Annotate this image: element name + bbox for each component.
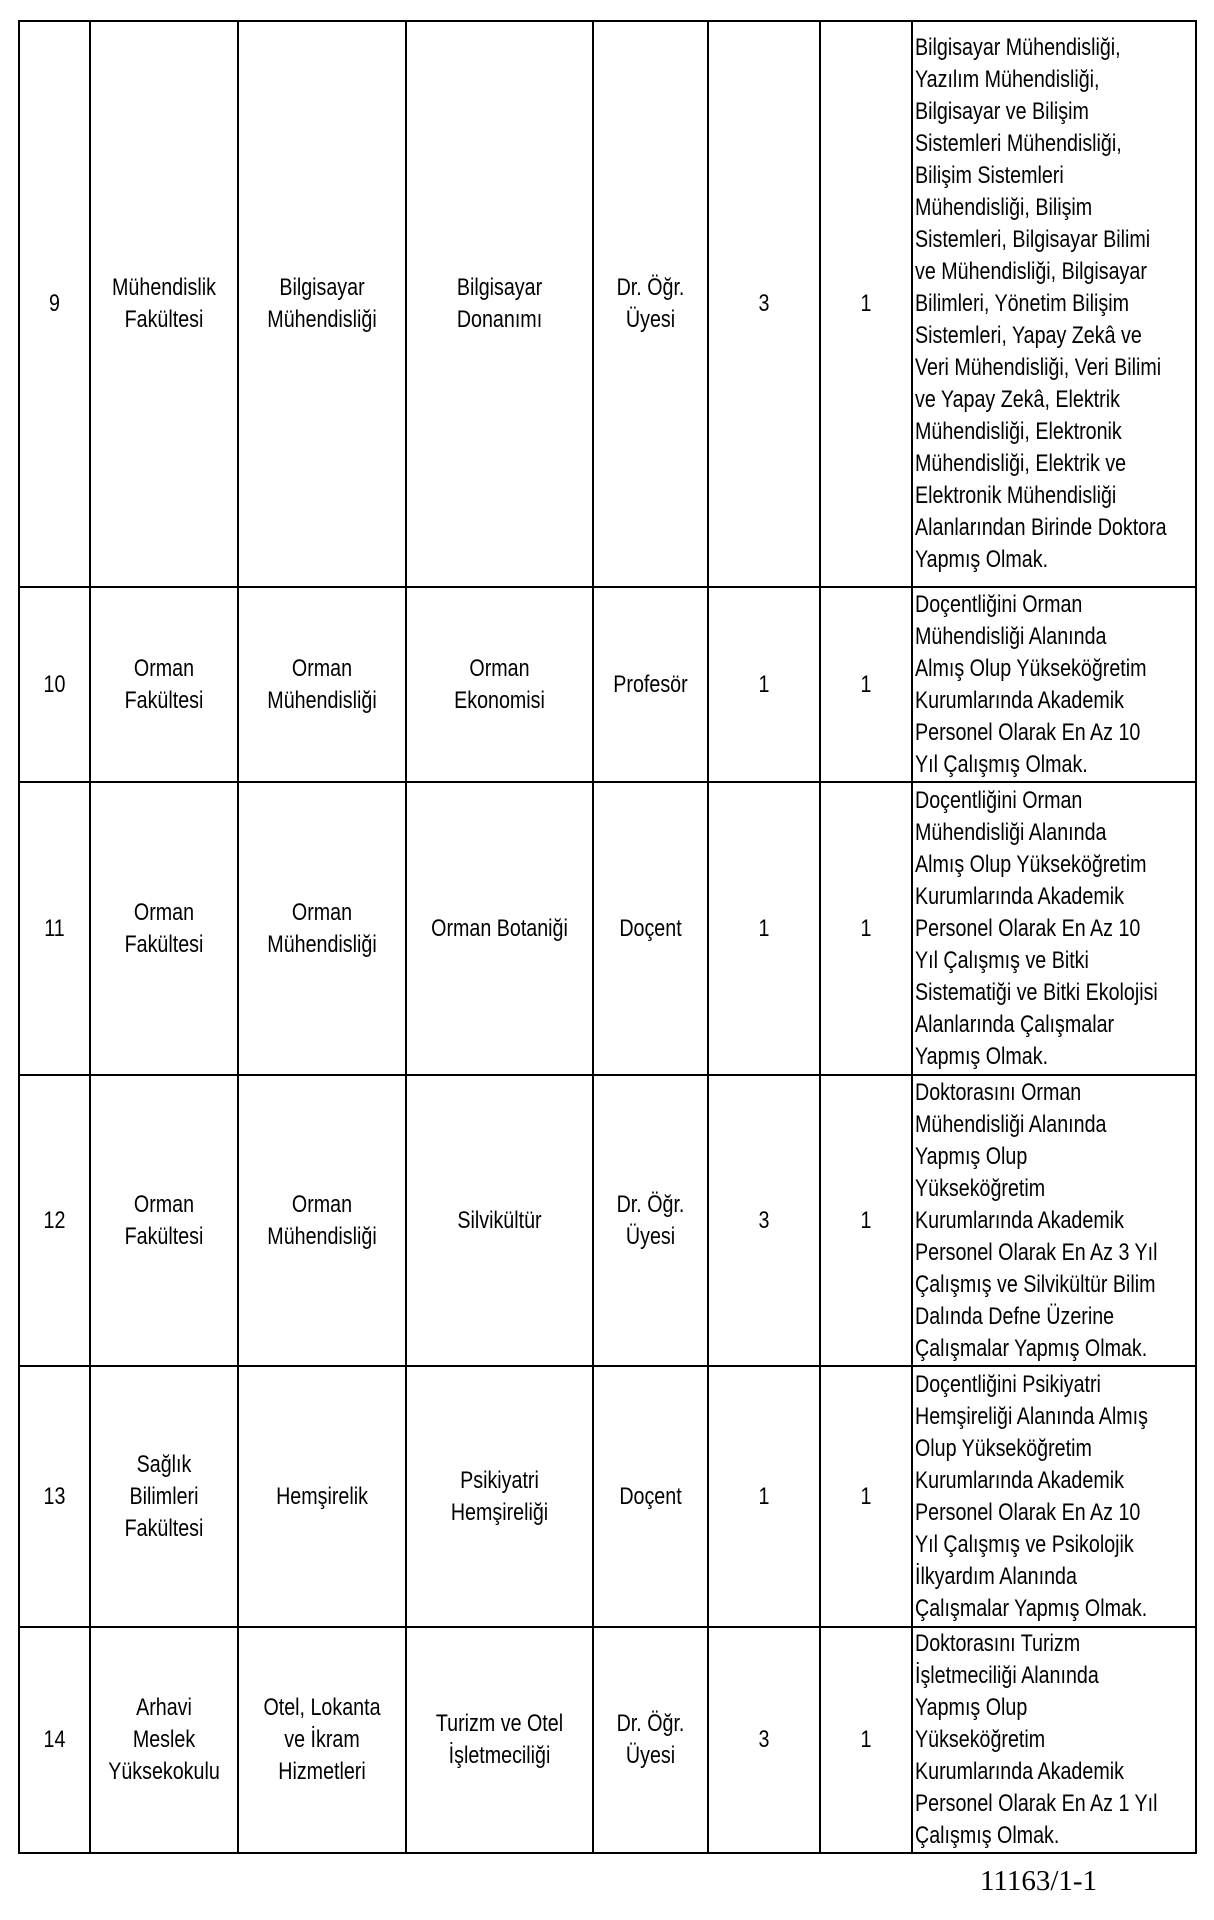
row-number-value: 11 [44,914,65,942]
department-cell-line: ve İkram [284,1726,360,1753]
field-cell-line: Ekonomisi [454,686,545,714]
table-row [19,21,1196,587]
field-cell-line: Silvikültür [457,1206,542,1234]
field-cell-line: Orman Botaniği [431,914,568,942]
requirement-cell-line: Sistemleri Mühendisliği, [915,130,1122,157]
count-cell-value: 1 [860,1726,872,1753]
requirement-cell-line: Bilgisayar Mühendisliği, [915,34,1121,61]
requirement-cell-line: Bilimleri, Yönetim Bilişim [915,290,1129,317]
row-number [19,1366,90,1627]
requirement-cell-line: Yükseköğretim [915,1174,1046,1202]
degree-cell [708,1627,820,1853]
department-cell-line: Mühendisliği [267,306,377,333]
department-cell [238,1075,406,1366]
table-row [19,782,1196,1075]
department-cell-line: Mühendisliği [267,686,377,714]
requirement-cell-line: Personel Olarak En Az 1 Yıl [915,1790,1158,1817]
degree-cell-value: 1 [758,670,770,698]
requirement-cell-line: Yıl Çalışmış ve Psikolojik [915,1530,1134,1558]
row-number-value: 12 [43,1206,66,1234]
title-cell [593,1366,708,1627]
faculty-cell-line: Fakültesi [124,1222,204,1250]
row-number-value: 13 [43,1482,66,1510]
field-cell [406,782,593,1075]
department-cell-line: Otel, Lokanta [263,1694,381,1721]
requirement-cell-line: Dalında Defne Üzerine [915,1302,1115,1330]
field-cell-line: Hemşireliği [450,1498,549,1526]
field-cell-line: İşletmeciliği [448,1742,551,1769]
degree-cell [708,1366,820,1627]
positions-table [18,20,1197,1854]
count-cell [820,782,912,1075]
table-row [19,1075,1196,1366]
requirement-cell-line: Doçentliğini Psikiyatri [915,1370,1101,1398]
requirement-cell-line: Mühendisliği, Bilişim [915,194,1093,221]
requirement-cell-line: Sistematiği ve Bitki Ekolojisi [915,978,1158,1006]
title-cell [593,1627,708,1853]
requirement-cell-line: Çalışmış Olmak. [915,1822,1060,1849]
field-cell [406,587,593,782]
department-cell [238,21,406,587]
requirement-cell-line: Sistemleri, Yapay Zekâ ve [915,322,1142,349]
faculty-cell-line: Fakültesi [124,686,204,714]
degree-cell-value: 3 [758,290,770,317]
table-row [19,1627,1196,1853]
department-cell [238,1627,406,1853]
faculty-cell-line: Arhavi [136,1694,192,1721]
field-cell-line: Bilgisayar [456,274,543,301]
faculty-cell [90,1627,238,1853]
row-number-value: 9 [49,290,60,317]
requirement-cell-line: Yapmış Olmak. [915,1042,1049,1070]
requirement-cell-line: Yazılım Mühendisliği, [915,66,1100,93]
degree-cell [708,782,820,1075]
requirement-cell-line: Mühendisliği, Elektrik ve [915,450,1127,477]
title-cell [593,782,708,1075]
requirement-cell-line: Veri Mühendisliği, Veri Bilimi [915,354,1162,381]
field-cell [406,1366,593,1627]
requirement-cell-line: Mühendisliği Alanında [915,818,1107,846]
department-cell-line: Bilgisayar [279,274,365,301]
count-cell [820,1075,912,1366]
requirement-cell-line: Doçentliğini Orman [915,786,1083,814]
requirement-cell [912,782,1196,1075]
count-cell-value: 1 [860,1482,872,1510]
title-cell-line: Doçent [619,1482,682,1510]
requirement-cell-line: ve Mühendisliği, Bilgisayar [915,258,1147,285]
field-cell-line: Psikiyatri [460,1466,539,1494]
faculty-cell-line: Fakültesi [124,930,204,958]
faculty-cell-line: Yüksekokulu [108,1758,220,1785]
requirement-cell-line: Yıl Çalışmış ve Bitki [915,946,1089,974]
requirement-cell-line: Personel Olarak En Az 10 [915,718,1141,746]
count-cell-value: 1 [860,670,872,698]
count-cell-value: 1 [860,914,872,942]
department-cell-line: Orman [291,1190,353,1218]
row-number [19,21,90,587]
count-cell [820,587,912,782]
requirement-cell-line: Bilgisayar ve Bilişim [915,98,1089,125]
faculty-cell-line: Orman [133,1190,195,1218]
requirement-cell-line: Alanlarından Birinde Doktora [915,514,1167,541]
requirement-cell-line: Yıl Çalışmış Olmak. [915,750,1088,778]
requirement-cell-line: Çalışmış ve Silvikültür Bilim [915,1270,1156,1298]
requirement-cell-line: Hemşireliği Alanında Almış [915,1402,1148,1430]
requirement-cell-line: Kurumlarında Akademik [915,1206,1124,1234]
degree-cell-value: 3 [758,1726,770,1753]
title-cell [593,1075,708,1366]
requirement-cell [912,1366,1196,1627]
requirement-cell-line: Personel Olarak En Az 10 [915,1498,1141,1526]
department-cell-line: Mühendisliği [267,1222,377,1250]
requirement-cell-line: Olup Yükseköğretim [915,1434,1092,1462]
row-number [19,1627,90,1853]
table-row [19,587,1196,782]
requirement-cell-line: Yapmış Olup [915,1694,1028,1721]
requirement-cell-line: Almış Olup Yükseköğretim [915,654,1147,682]
requirement-cell-line: Yükseköğretim [915,1726,1046,1753]
department-cell-line: Mühendisliği [267,930,377,958]
title-cell-line: Üyesi [625,1222,676,1250]
requirement-cell [912,21,1196,587]
faculty-cell-line: Mühendislik [112,274,216,301]
field-cell-line: Orman [469,654,530,682]
row-number [19,1075,90,1366]
requirement-cell-line: Kurumlarında Akademik [915,1466,1124,1494]
requirement-cell-line: Mühendisliği Alanında [915,622,1107,650]
requirement-cell-line: İlkyardım Alanında [915,1562,1077,1590]
title-cell-line: Doçent [619,914,682,942]
table-row [19,1366,1196,1627]
requirement-cell [912,1627,1196,1853]
requirement-cell-line: Personel Olarak En Az 10 [915,914,1141,942]
faculty-cell [90,782,238,1075]
requirement-cell-line: Sistemleri, Bilgisayar Bilimi [915,226,1151,253]
title-cell [593,587,708,782]
requirement-cell-line: Alanlarında Çalışmalar [915,1010,1115,1038]
requirement-cell-line: Doktorasını Turizm [915,1630,1081,1657]
department-cell [238,1366,406,1627]
faculty-cell-line: Sağlık [136,1450,192,1478]
requirement-cell-line: Elektronik Mühendisliği [915,482,1117,509]
requirement-cell-line: Kurumlarında Akademik [915,882,1124,910]
degree-cell [708,1075,820,1366]
count-cell [820,1366,912,1627]
title-cell-line: Üyesi [625,306,676,333]
field-cell [406,1627,593,1853]
count-cell [820,1627,912,1853]
requirement-cell-line: Yapmış Olup [915,1142,1028,1170]
requirement-cell-line: Kurumlarında Akademik [915,686,1124,714]
requirement-cell-line: ve Yapay Zekâ, Elektrik [915,386,1120,413]
requirement-cell-line: Personel Olarak En Az 3 Yıl [915,1238,1158,1266]
count-cell-value: 1 [860,290,872,317]
requirement-cell-line: Doktorasını Orman [915,1078,1082,1106]
row-number [19,782,90,1075]
requirement-cell [912,587,1196,782]
requirement-cell-line: Mühendisliği Alanında [915,1110,1107,1138]
faculty-cell-line: Bilimleri [129,1482,199,1510]
department-cell-line: Orman [291,898,353,926]
faculty-cell-line: Fakültesi [124,1514,204,1542]
requirement-cell-line: İşletmeciliği Alanında [915,1662,1099,1689]
title-cell-line: Dr. Öğr. [616,1710,685,1737]
department-cell [238,782,406,1075]
department-cell-line: Hemşirelik [276,1482,368,1510]
title-cell-line: Dr. Öğr. [616,274,685,301]
degree-cell [708,587,820,782]
row-number-value: 10 [43,670,66,698]
requirement-cell-line: Mühendisliği, Elektronik [915,418,1122,445]
faculty-cell-line: Meslek [132,1726,196,1753]
degree-cell-value: 3 [758,1206,770,1234]
row-number [19,587,90,782]
faculty-cell [90,21,238,587]
requirement-cell-line: Kurumlarında Akademik [915,1758,1124,1785]
faculty-cell [90,587,238,782]
title-cell-line: Profesör [613,670,688,698]
requirement-cell-line: Çalışmalar Yapmış Olmak. [915,1594,1148,1622]
department-cell-line: Orman [291,654,353,682]
document-reference: 11163/1-1 [980,1865,1098,1897]
count-cell-value: 1 [860,1206,872,1234]
degree-cell [708,21,820,587]
count-cell [820,21,912,587]
title-cell-line: Dr. Öğr. [616,1190,685,1218]
row-number-value: 14 [43,1726,66,1753]
requirement-cell [912,1075,1196,1366]
requirement-cell-line: Bilişim Sistemleri [915,162,1064,189]
requirement-cell-line: Yapmış Olmak. [915,546,1049,573]
faculty-cell [90,1075,238,1366]
field-cell-line: Donanımı [456,306,543,333]
faculty-cell-line: Orman [133,898,195,926]
degree-cell-value: 1 [758,1482,770,1510]
requirement-cell-line: Çalışmalar Yapmış Olmak. [915,1334,1148,1362]
faculty-cell [90,1366,238,1627]
requirement-cell-line: Almış Olup Yükseköğretim [915,850,1147,878]
faculty-cell-line: Fakültesi [124,306,204,333]
department-cell-line: Hizmetleri [278,1758,366,1785]
degree-cell-value: 1 [758,914,770,942]
department-cell [238,587,406,782]
field-cell [406,1075,593,1366]
title-cell [593,21,708,587]
field-cell [406,21,593,587]
field-cell-line: Turizm ve Otel [435,1710,564,1737]
requirement-cell-line: Doçentliğini Orman [915,590,1083,618]
title-cell-line: Üyesi [625,1742,676,1769]
faculty-cell-line: Orman [133,654,195,682]
